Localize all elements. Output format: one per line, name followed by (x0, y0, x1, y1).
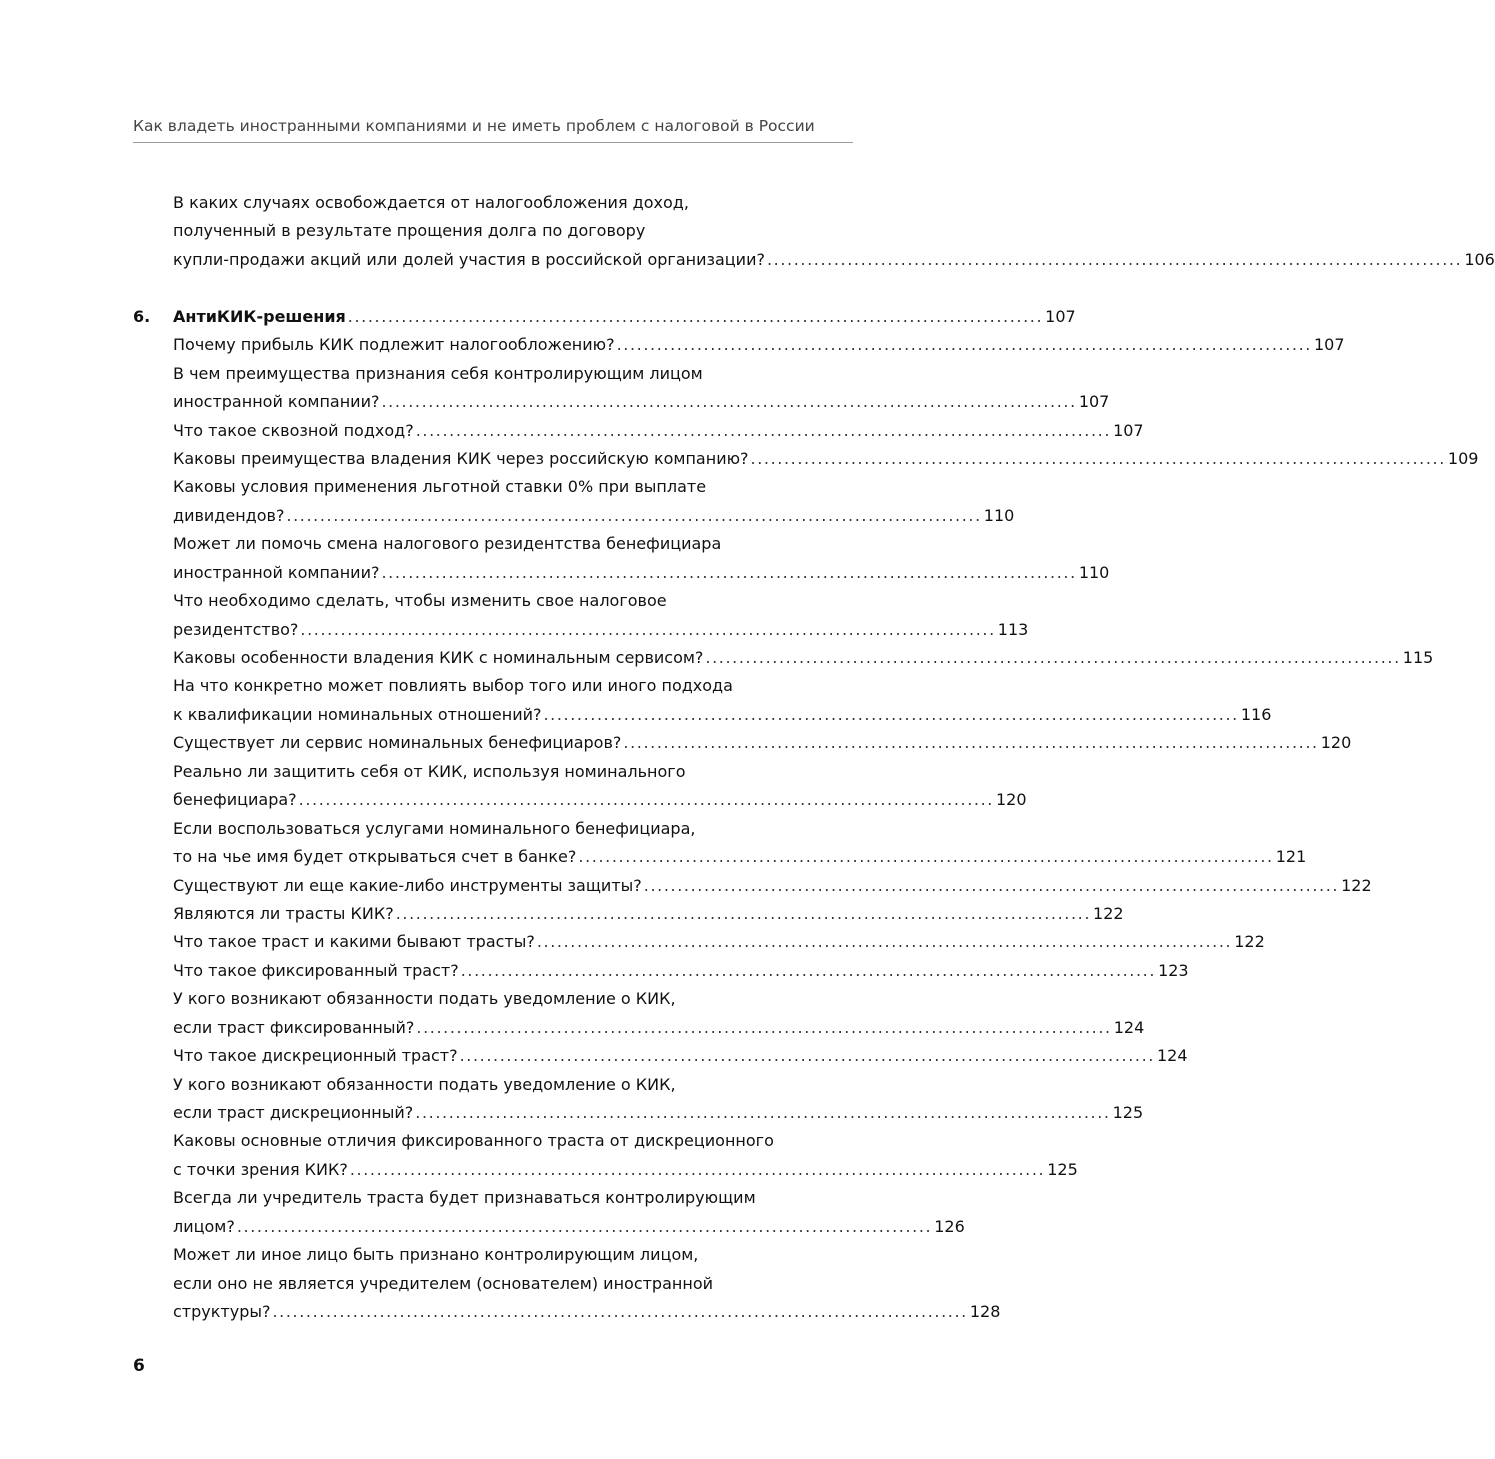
toc-entry-line: полученный в результате прощения долга по договору (173, 221, 646, 241)
toc-page-number: 123 (1158, 960, 1189, 980)
toc-entry-text: с точки зрения КИК? (173, 1159, 348, 1179)
toc-page-number: 107 (1045, 306, 1076, 326)
toc-entry-text: купли-продажи акций или долей участия в российской организации? (173, 249, 765, 269)
toc-entry-text: бенефициара? (173, 790, 297, 810)
toc-page-number: 122 (1234, 932, 1265, 952)
toc-entry (133, 530, 1110, 587)
dot-leader: ........................................................................................................ (349, 1159, 1046, 1179)
toc-page-number: 107 (1078, 392, 1110, 412)
dot-leader: ........................................................................................................ (578, 847, 1274, 867)
dot-leader: ........................................................................................................ (415, 420, 1112, 440)
toc-entry-text: Что такое фиксированный траст? (173, 960, 459, 980)
dot-leader: ........................................................................................................ (460, 960, 1157, 980)
dot-leader: ........................................................................................................ (766, 249, 1463, 269)
dot-leader: ........................................................................................................ (381, 562, 1077, 582)
dot-leader: ........................................................................................................ (623, 733, 1319, 753)
toc-entry-last-line[interactable] (133, 1014, 1145, 1042)
toc-entry-last-line[interactable] (133, 957, 1189, 985)
toc-entry (133, 985, 1145, 1042)
dot-leader: ........................................................................................................ (705, 648, 1401, 667)
toc-entry-last-line[interactable] (133, 616, 1029, 644)
toc-entry-last-line[interactable] (133, 701, 1272, 729)
toc-entry (133, 587, 1029, 644)
toc-entry-last-line[interactable] (133, 445, 1479, 473)
toc-entry (133, 1071, 1144, 1128)
header-rule (133, 142, 853, 143)
toc-entry-debt-forgiveness (133, 189, 1495, 274)
toc-entry-line: В чем преимущества признания себя контролирующим лицом (173, 363, 703, 383)
chapter-title-line[interactable] (133, 303, 1076, 331)
dot-leader: ........................................................................................................ (300, 619, 996, 639)
toc-entry-text: то на чье имя будет открываться счет в банке? (173, 847, 577, 867)
toc-entry-line: Всегда ли учредитель траста будет признаваться контролирующим (173, 1188, 756, 1208)
toc-page-number: 125 (1112, 1103, 1144, 1122)
toc-page-number: 109 (1447, 448, 1479, 468)
toc-page-number: 128 (969, 1302, 1001, 1322)
toc-page-number: 116 (1240, 704, 1272, 724)
toc-entry-text: лицом? (173, 1216, 235, 1236)
dot-leader: ........................................................................................................ (395, 903, 1092, 923)
toc-entry (133, 672, 1272, 729)
toc-page-number: 110 (1078, 562, 1110, 582)
dot-leader: ........................................................................................................ (286, 505, 982, 525)
toc-entry-text: если траст фиксированный? (173, 1017, 415, 1037)
toc-chapter-6 (133, 303, 1076, 331)
toc-entry-text: Что такое сквозной подход? (173, 420, 414, 440)
toc-entry-last-line[interactable] (133, 1156, 1078, 1184)
dot-leader: ........................................................................................................ (381, 392, 1077, 412)
toc-page-number: 106 (1464, 249, 1495, 269)
toc-entry (133, 360, 1110, 417)
toc-entry-last-line[interactable] (133, 872, 1372, 900)
dot-leader: ........................................................................................................ (616, 335, 1312, 355)
toc-page-number: 113 (997, 619, 1029, 639)
toc-entry-line: Может ли помочь смена налогового резидентства бенефициара (173, 534, 722, 554)
toc-entry-line: Каковы условия применения льготной ставки 0% при выплате (173, 477, 707, 497)
toc-entry-text: если траст дискреционный? (173, 1103, 414, 1122)
toc-entry-last-line[interactable] (133, 1213, 965, 1241)
dot-leader: ........................................................................................................ (416, 1017, 1112, 1037)
toc-entries (133, 331, 1479, 1326)
toc-entry (133, 928, 1265, 956)
toc-entry (133, 1241, 1001, 1326)
chapter-title: АнтиКИК-решения (173, 306, 346, 326)
toc-entry (133, 1042, 1188, 1070)
toc-entry-line: Если воспользоваться услугами номинального бенефициара, (173, 818, 696, 838)
toc-entry-last-line[interactable] (133, 843, 1307, 871)
toc-entry-last-line[interactable] (133, 331, 1345, 359)
toc-entry (133, 331, 1345, 359)
page-number: 6 (133, 1356, 145, 1376)
toc-entry-last-line[interactable] (133, 246, 1495, 274)
toc-page-number: 124 (1113, 1017, 1145, 1037)
toc-entry (133, 872, 1372, 900)
toc-entry-text: Каковы преимущества владения КИК через российскую компанию? (173, 448, 749, 468)
toc-entry-text: Существует ли сервис номинальных бенефициаров? (173, 733, 622, 753)
toc-entry (133, 1127, 1078, 1184)
toc-entry-text: иностранной компании? (173, 562, 380, 582)
dot-leader: ........................................................................................................ (272, 1302, 968, 1322)
toc-entry (133, 1184, 965, 1241)
dot-leader: ........................................................................................................ (236, 1216, 933, 1236)
toc-entry-line: В каких случаях освобождается от налогообложения доход, (173, 193, 689, 212)
toc-entry-text: Почему прибыль КИК подлежит налогообложению? (173, 335, 615, 355)
dot-leader: ........................................................................................................ (347, 306, 1044, 326)
toc-page-number: 107 (1113, 420, 1144, 440)
toc-entry-line: Каковы основные отличия фиксированного траста от дискреционного (173, 1131, 774, 1151)
toc-entry-text: Каковы особенности владения КИК с номинальным сервисом? (173, 648, 704, 667)
toc-entry (133, 473, 1015, 530)
toc-entry-line: У кого возникают обязанности подать уведомление о КИК, (173, 1074, 676, 1094)
toc-entry-text: Являются ли трасты КИК? (173, 903, 394, 923)
toc-entry-last-line[interactable] (133, 786, 1027, 814)
toc-entry (133, 644, 1434, 672)
toc-page-number: 122 (1341, 875, 1372, 895)
toc-entry-text: к квалификации номинальных отношений? (173, 704, 542, 724)
dot-leader: ........................................................................................................ (536, 932, 1233, 952)
toc-entry (133, 758, 1027, 815)
toc-entry-last-line[interactable] (133, 1042, 1188, 1070)
toc-page-number: 120 (995, 790, 1027, 810)
toc-entry-line: Что необходимо сделать, чтобы изменить свое налоговое (173, 591, 667, 611)
toc-entry-text: иностранной компании? (173, 392, 380, 412)
toc-entry-line: если оно не является учредителем (основателем) иностранной (173, 1273, 713, 1293)
dot-leader: ........................................................................................................ (543, 704, 1239, 724)
toc-page-number: 121 (1275, 847, 1307, 867)
toc-entry (133, 417, 1144, 445)
toc-entry-last-line[interactable] (133, 417, 1144, 445)
toc-page-number: 120 (1320, 733, 1352, 753)
toc-entry-last-line[interactable] (133, 729, 1352, 757)
toc-entry-line: У кого возникают обязанности подать уведомление о КИК, (173, 989, 676, 1009)
toc-page-number: 126 (934, 1216, 965, 1236)
toc-entry-last-line[interactable] (133, 1298, 1001, 1326)
toc-entry (133, 815, 1307, 872)
toc-page-number: 115 (1402, 648, 1434, 667)
toc-entry (133, 445, 1479, 473)
toc-entry-text: дивидендов? (173, 505, 285, 525)
toc-page-number: 110 (983, 505, 1015, 525)
toc-entry-last-line[interactable] (133, 388, 1110, 416)
toc-entry (133, 900, 1124, 928)
toc-entry-line: На что конкретно может повлиять выбор того или иного подхода (173, 676, 733, 696)
toc-entry-line: Реально ли защитить себя от КИК, используя номинального (173, 761, 686, 781)
section-gap (133, 274, 845, 302)
toc-entry-text: Что такое траст и какими бывают трасты? (173, 932, 535, 952)
dot-leader: ........................................................................................................ (298, 790, 994, 810)
toc-entry-text: Что такое дискреционный траст? (173, 1046, 458, 1066)
toc-entry-last-line[interactable] (133, 559, 1110, 587)
toc-entry-last-line[interactable] (133, 928, 1265, 956)
toc-entry-last-line[interactable] (133, 502, 1015, 530)
toc-page-number: 124 (1156, 1046, 1188, 1066)
toc-entry-last-line[interactable] (133, 900, 1124, 928)
dot-leader: ........................................................................................................ (415, 1103, 1111, 1122)
toc-entry-text: Существуют ли еще какие-либо инструменты защиты? (173, 875, 642, 895)
chapter-number: 6. (133, 306, 151, 326)
toc-entry-text: структуры? (173, 1302, 271, 1322)
toc-entry-text: резидентство? (173, 619, 299, 639)
toc-entry-line: Может ли иное лицо быть признано контролирующим лицом, (173, 1245, 699, 1265)
toc-entry-last-line[interactable] (133, 644, 1434, 672)
dot-leader: ........................................................................................................ (643, 875, 1340, 895)
table-of-contents (133, 189, 1495, 1327)
toc-page-number: 125 (1047, 1159, 1078, 1179)
toc-page-number: 122 (1093, 903, 1124, 923)
toc-entry (133, 957, 1189, 985)
running-header: Как владеть иностранными компаниями и не иметь проблем с налоговой в России (133, 117, 815, 135)
toc-entry-last-line[interactable] (133, 1099, 1144, 1127)
toc-page-number: 107 (1313, 335, 1345, 355)
dot-leader: ........................................................................................................ (750, 448, 1446, 468)
dot-leader: ........................................................................................................ (459, 1046, 1155, 1066)
toc-entry (133, 729, 1352, 757)
